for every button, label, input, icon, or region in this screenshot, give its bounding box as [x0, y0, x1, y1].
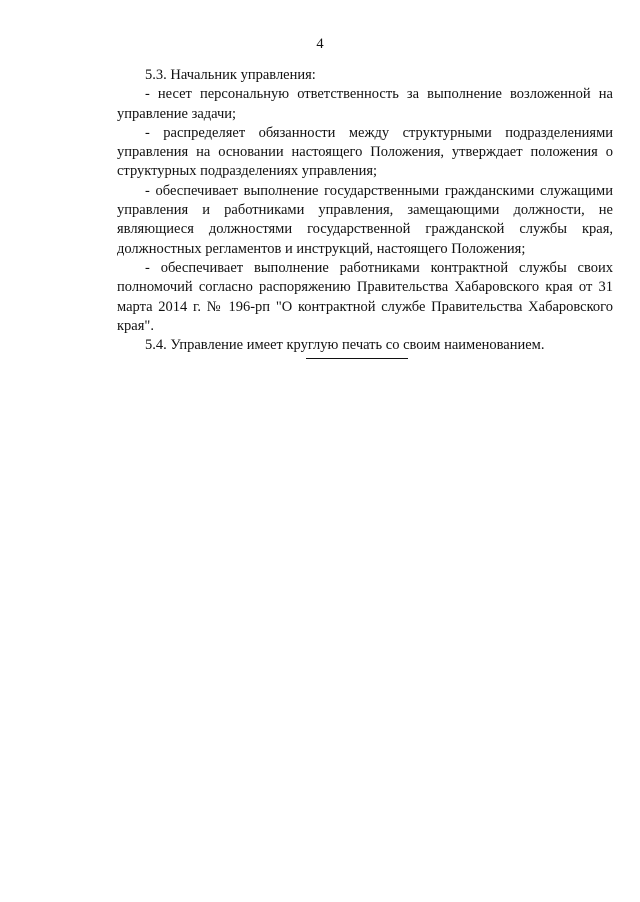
document-body	[117, 66, 613, 355]
section-5-4-paragraph: 5.4. Управление имеет круглую печать со своим наименованием.	[145, 337, 545, 354]
page-number: 4	[316, 36, 324, 52]
duty-distribution-paragraph: - распределяет обязанности между структурными подразделениями управления на основании настоящего Положения, утверждает положения о структурных подразделениях управления;	[117, 124, 613, 180]
duty-contract-service-paragraph: - обеспечивает выполнение работниками контрактной службы своих полномочий согласно распоряжению Правительства Хабаровского края от 31 марта 2014 г. № 196-рп "О контрактной службе Правительства Хабаровского края".	[117, 259, 613, 334]
duty-enforcement-paragraph: - обеспечивает выполнение государственными гражданскими служащими управления и работниками управления, замещающими должности, не являющиеся должностями государственной гражданской службы края, должностных регламентов и инструкций, настоящего Положения;	[117, 182, 613, 257]
end-separator-line	[306, 358, 408, 359]
section-5-3-heading: 5.3. Начальник управления:	[145, 67, 316, 83]
duty-responsibility-paragraph: - несет персональную ответственность за выполнение возложенной на управление задачи;	[117, 86, 613, 122]
